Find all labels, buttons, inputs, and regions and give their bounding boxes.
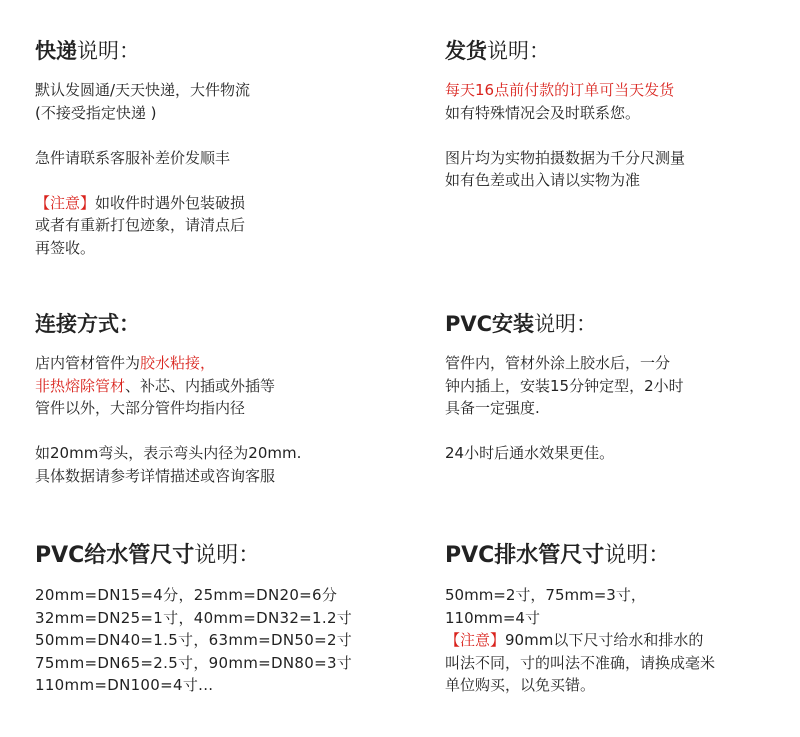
section-title-bold: 快递 xyxy=(35,39,77,63)
text-line xyxy=(35,375,385,398)
body-text: 叫法不同，寸的叫法不准确，请换成毫米 xyxy=(445,653,716,672)
text-line xyxy=(35,629,385,652)
text-line xyxy=(35,465,385,488)
body-text: 图片均为实物拍摄数据为千分尺测量 xyxy=(445,148,686,167)
section-body xyxy=(445,352,795,465)
express-info-section xyxy=(35,37,385,259)
blank-line xyxy=(35,124,385,147)
body-text: (不接受指定快递 ) xyxy=(35,103,157,122)
body-text: 20mm=DN15=4分，25mm=DN20=6分 xyxy=(35,586,338,604)
text-line xyxy=(35,192,385,215)
section-title xyxy=(445,542,795,570)
section-title-rest: 说明： xyxy=(194,543,261,568)
text-line xyxy=(445,652,795,675)
text-line xyxy=(445,629,795,652)
highlight-text: 每天16点前付款的订单可当天发货 xyxy=(445,81,675,99)
body-text: 店内管材管件为 xyxy=(35,354,141,372)
body-text: 默认发圆通/天天快递，大件物流 xyxy=(35,81,251,99)
section-body xyxy=(35,79,385,259)
installation-info-section xyxy=(445,310,795,465)
text-line xyxy=(35,352,385,375)
body-text: 50mm=DN40=1.5寸，63mm=DN50=2寸 xyxy=(35,631,353,649)
blank-line xyxy=(445,124,795,147)
section-title-bold: PVC给水管尺寸 xyxy=(35,543,195,568)
body-text: 110mm=4寸 xyxy=(445,608,540,627)
body-text: 如20mm弯头，表示弯头内径为20mm. xyxy=(35,444,302,462)
highlight-text: 【注意】 xyxy=(445,631,506,649)
body-text: 钟内插上，安装15分钟定型，2小时 xyxy=(445,376,684,395)
highlight-text: 非热熔除管材 xyxy=(35,376,126,395)
text-line xyxy=(35,584,385,607)
body-text: 管件内，管材外涂上胶水后，一分 xyxy=(445,354,671,372)
body-text: 32mm=DN25=1寸，40mm=DN32=1.2寸 xyxy=(35,608,353,627)
body-text: 24小时后通水效果更佳。 xyxy=(445,444,615,462)
section-title xyxy=(445,37,795,65)
body-text: 如有特殊情况会及时联系您。 xyxy=(445,103,641,122)
text-line xyxy=(35,79,385,102)
section-body xyxy=(35,584,385,697)
section-body xyxy=(35,352,385,487)
text-line xyxy=(445,607,795,630)
section-title-rest: 说明： xyxy=(604,543,671,568)
text-line xyxy=(445,352,795,375)
blank-line xyxy=(445,420,795,443)
text-line xyxy=(445,79,795,102)
blank-line xyxy=(35,169,385,192)
text-line xyxy=(35,237,385,260)
text-line xyxy=(35,442,385,465)
blank-line xyxy=(35,420,385,443)
section-title-rest: 说明： xyxy=(487,39,550,63)
text-line xyxy=(35,674,385,697)
section-title-bold: PVC排水管尺寸 xyxy=(445,543,605,568)
body-text: 110mm=DN100=4寸... xyxy=(35,676,214,694)
section-title xyxy=(35,37,385,65)
body-text: 75mm=DN65=2.5寸，90mm=DN80=3寸 xyxy=(35,653,353,672)
text-line xyxy=(445,147,795,170)
text-line xyxy=(35,607,385,630)
section-title-bold: PVC安装 xyxy=(445,312,535,336)
body-text: 具备一定强度. xyxy=(445,399,540,417)
section-body xyxy=(445,79,795,192)
text-line xyxy=(445,442,795,465)
section-title-rest: 说明： xyxy=(534,312,598,336)
text-line xyxy=(35,214,385,237)
body-text: 单位购买，以免买错。 xyxy=(445,676,596,694)
drain-pipe-size-section xyxy=(445,542,795,697)
text-line xyxy=(445,102,795,125)
section-title xyxy=(445,310,795,338)
section-title-rest: 说明： xyxy=(77,39,140,63)
highlight-text: 胶水粘接， xyxy=(140,354,216,372)
supply-pipe-size-section xyxy=(35,542,385,697)
body-text: 再签收。 xyxy=(35,238,96,257)
body-text: 90mm以下尺寸给水和排水的 xyxy=(505,631,704,649)
body-text: 如有色差或出入请以实物为准 xyxy=(445,171,641,189)
section-title-bold: 连接方式： xyxy=(35,312,140,336)
section-title xyxy=(35,310,385,338)
text-line xyxy=(445,169,795,192)
body-text: 管件以外，大部分管件均指内径 xyxy=(35,399,246,417)
text-line xyxy=(35,652,385,675)
text-line xyxy=(445,397,795,420)
text-line xyxy=(445,375,795,398)
highlight-text: 【注意】 xyxy=(35,193,96,212)
text-line xyxy=(445,674,795,697)
body-text: 如收件时遇外包装破损 xyxy=(95,193,246,212)
body-text: 急件请联系客服补差价发顺丰 xyxy=(35,148,231,167)
text-line xyxy=(35,397,385,420)
text-line xyxy=(35,102,385,125)
section-title xyxy=(35,542,385,570)
body-text: 、补芯、内插或外插等 xyxy=(125,376,276,395)
body-text: 具体数据请参考详情描述或咨询客服 xyxy=(35,466,276,485)
section-body xyxy=(445,584,795,697)
body-text: 或者有重新打包迹象，请清点后 xyxy=(35,216,246,234)
text-line xyxy=(445,584,795,607)
section-title-bold: 发货 xyxy=(445,39,487,63)
body-text: 50mm=2寸，75mm=3寸， xyxy=(445,586,646,604)
connection-method-section xyxy=(35,310,385,487)
shipping-info-section xyxy=(445,37,795,192)
text-line xyxy=(35,147,385,170)
